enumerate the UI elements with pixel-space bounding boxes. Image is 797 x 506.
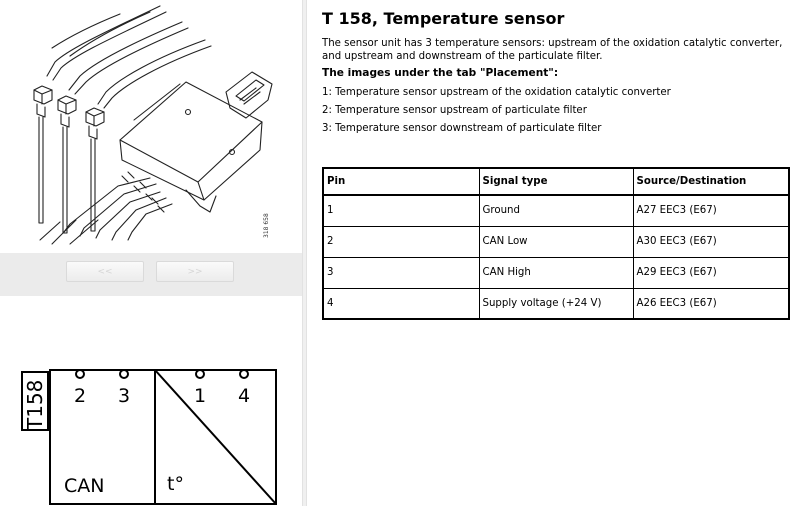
previous-image-button[interactable]: << [66, 261, 144, 282]
page-title: T 158, Temperature sensor [322, 9, 565, 28]
cell-pin: 1 [323, 195, 479, 226]
content-pane [307, 0, 797, 506]
pin-1-terminal [196, 370, 204, 378]
wiring-schematic [20, 368, 282, 506]
placement-heading: The images under the tab "Placement": [322, 67, 559, 79]
cell-source-destination: A26 EEC3 (E67) [633, 288, 789, 319]
pin-2-terminal [76, 370, 84, 378]
sensor-unit-illustration [0, 0, 302, 252]
pin-table [322, 167, 790, 320]
cell-pin: 2 [323, 226, 479, 257]
table-row [323, 195, 789, 226]
table-row [323, 226, 789, 257]
placement-item: 3: Temperature sensor downstream of particulate filter [322, 123, 602, 134]
temperature-label: t° [167, 473, 184, 495]
component-label: T158 [23, 379, 47, 430]
next-image-button[interactable]: >> [156, 261, 234, 282]
pin-4-terminal [240, 370, 248, 378]
cell-signal-type: CAN Low [479, 226, 633, 257]
cell-source-destination: A27 EEC3 (E67) [633, 195, 789, 226]
image-navigation-bar [0, 253, 302, 296]
header-source-destination: Source/Destination [633, 168, 789, 195]
header-signal-type: Signal type [479, 168, 633, 195]
pin-3-terminal [120, 370, 128, 378]
pin-label-3: 3 [117, 385, 131, 407]
cell-pin: 4 [323, 288, 479, 319]
cell-signal-type: Ground [479, 195, 633, 226]
pin-label-4: 4 [237, 385, 251, 407]
pin-label-2: 2 [73, 385, 87, 407]
cell-source-destination: A30 EEC3 (E67) [633, 226, 789, 257]
table-row [323, 257, 789, 288]
cell-source-destination: A29 EEC3 (E67) [633, 257, 789, 288]
image-pane [0, 0, 302, 506]
cell-signal-type: CAN High [479, 257, 633, 288]
placement-item: 2: Temperature sensor upstream of particulate filter [322, 105, 587, 116]
table-header-row [323, 168, 789, 195]
cell-signal-type: Supply voltage (+24 V) [479, 288, 633, 319]
cell-pin: 3 [323, 257, 479, 288]
illustration-code: 318 658 [263, 213, 270, 238]
intro-text: The sensor unit has 3 temperature sensors: upstream of the oxidation catalytic converter, and upstream and downstream of the particulate filter. [322, 38, 783, 62]
header-pin: Pin [323, 168, 479, 195]
pin-label-1: 1 [193, 385, 207, 407]
table-row [323, 288, 789, 319]
can-label: CAN [64, 475, 105, 497]
placement-item: 1: Temperature sensor upstream of the oxidation catalytic converter [322, 87, 671, 98]
placement-list [322, 86, 671, 140]
